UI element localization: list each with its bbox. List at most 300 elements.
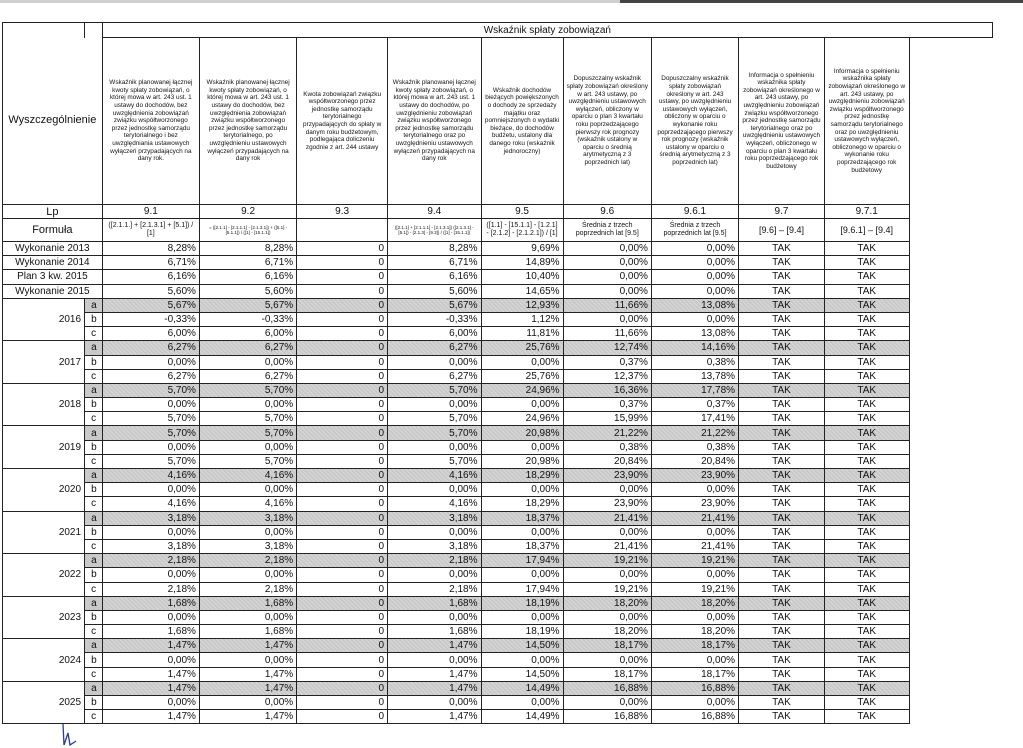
- year-label: 2017: [3, 341, 85, 384]
- variant-label: c: [85, 327, 103, 341]
- value-cell: TAK: [739, 454, 825, 468]
- value-cell: 0: [297, 398, 388, 412]
- value-cell: 19,21%: [563, 582, 651, 596]
- value-cell: 0,00%: [481, 440, 563, 454]
- value-cell: 0,00%: [481, 610, 563, 624]
- value-cell: 20,84%: [651, 454, 738, 468]
- table-row: [3, 596, 993, 610]
- table-row: [3, 554, 993, 568]
- value-cell: 0,00%: [388, 355, 481, 369]
- value-cell: 16,88%: [651, 710, 738, 724]
- value-cell: 0,00%: [563, 483, 651, 497]
- value-cell: 0: [297, 667, 388, 681]
- value-cell: TAK: [739, 270, 825, 284]
- row-header-label: Wyszczególnienie: [3, 38, 103, 205]
- value-cell: 0: [297, 242, 388, 256]
- value-cell: 6,71%: [102, 256, 199, 270]
- value-cell: 0: [297, 440, 388, 454]
- formula-label: Formuła: [3, 219, 103, 242]
- value-cell: 0,00%: [651, 483, 738, 497]
- value-cell: 18,17%: [651, 667, 738, 681]
- value-cell: TAK: [739, 412, 825, 426]
- year-label: 2020: [3, 469, 85, 512]
- value-cell: 0,00%: [102, 696, 199, 710]
- value-cell: 0,00%: [199, 398, 296, 412]
- value-cell: 0,00%: [199, 440, 296, 454]
- value-cell: 0,00%: [563, 525, 651, 539]
- value-cell: 17,94%: [481, 582, 563, 596]
- value-cell: 0: [297, 568, 388, 582]
- value-cell: 0,00%: [102, 568, 199, 582]
- value-cell: 0,00%: [481, 398, 563, 412]
- value-cell: 12,37%: [563, 369, 651, 383]
- value-cell: 16,88%: [651, 681, 738, 695]
- value-cell: 18,19%: [481, 625, 563, 639]
- value-cell: TAK: [739, 696, 825, 710]
- value-cell: 0,00%: [199, 568, 296, 582]
- value-cell: 0: [297, 696, 388, 710]
- value-cell: 11,81%: [481, 327, 563, 341]
- value-cell: 0,37%: [563, 398, 651, 412]
- value-cell: TAK: [739, 497, 825, 511]
- value-cell: 25,76%: [481, 341, 563, 355]
- lp-cell-7: 9.6.1: [651, 205, 738, 219]
- value-cell: TAK: [824, 639, 909, 653]
- value-cell: 6,71%: [199, 256, 296, 270]
- value-cell: 1,47%: [199, 639, 296, 653]
- value-cell: 21,22%: [563, 426, 651, 440]
- value-cell: TAK: [824, 696, 909, 710]
- value-cell: TAK: [824, 610, 909, 624]
- value-cell: 1,47%: [102, 710, 199, 724]
- table-row: [3, 582, 993, 596]
- value-cell: 0: [297, 454, 388, 468]
- value-cell: 21,41%: [651, 511, 738, 525]
- value-cell: 0: [297, 412, 388, 426]
- value-cell: 4,16%: [199, 469, 296, 483]
- value-cell: TAK: [824, 327, 909, 341]
- value-cell: 0,00%: [388, 525, 481, 539]
- summary-row-label: Plan 3 kw. 2015: [3, 270, 103, 284]
- table-row: [3, 469, 993, 483]
- column-header-2: Wskaźnik planowanej łącznej kwoty spłaty zobowiązań, o której mowa w art. 243 ust. 1 ustawy do dochodów, bez uwzględnienia zobowiązań związku współtworzonego przez jednostkę samorządu terytorialnego, po uwzględnieniu ustawowych wyłączeń przypadających na dany rok: [199, 38, 296, 205]
- value-cell: 0,00%: [199, 610, 296, 624]
- value-cell: 18,20%: [563, 625, 651, 639]
- value-cell: TAK: [824, 454, 909, 468]
- lp-label: Lp: [3, 205, 103, 219]
- value-cell: 0,38%: [563, 440, 651, 454]
- value-cell: TAK: [739, 426, 825, 440]
- value-cell: 0: [297, 270, 388, 284]
- column-header-9: Informacja o spełnieniu wskaźnika spłaty zobowiązań określonego w art. 243 ustawy, po uwzględnieniu zobowiązań związku współtworzonego przez jednostkę samorządu terytorialnego oraz po uwzględnieniu ustawowych wyłączeń, obliczonego w oparciu o wykonanie roku poprzedzającego rok budżetowy: [824, 38, 909, 205]
- value-cell: 1,68%: [388, 596, 481, 610]
- value-cell: TAK: [739, 681, 825, 695]
- variant-label: b: [85, 312, 103, 326]
- value-cell: 0,00%: [388, 610, 481, 624]
- value-cell: TAK: [739, 610, 825, 624]
- value-cell: 0,00%: [102, 440, 199, 454]
- value-cell: 16,88%: [563, 681, 651, 695]
- value-cell: TAK: [739, 639, 825, 653]
- value-cell: 2,18%: [199, 582, 296, 596]
- value-cell: 0,38%: [651, 355, 738, 369]
- value-cell: TAK: [739, 667, 825, 681]
- value-cell: 0,00%: [102, 483, 199, 497]
- value-cell: 18,29%: [481, 469, 563, 483]
- value-cell: 18,17%: [563, 639, 651, 653]
- table-row: [3, 383, 993, 397]
- year-label: 2024: [3, 639, 85, 682]
- value-cell: -0,33%: [199, 312, 296, 326]
- value-cell: 3,18%: [199, 511, 296, 525]
- value-cell: 0,00%: [388, 483, 481, 497]
- variant-label: b: [85, 440, 103, 454]
- value-cell: 5,70%: [199, 426, 296, 440]
- value-cell: 18,37%: [481, 539, 563, 553]
- variant-label: a: [85, 341, 103, 355]
- value-cell: 0: [297, 426, 388, 440]
- value-cell: 0: [297, 653, 388, 667]
- value-cell: 6,71%: [388, 256, 481, 270]
- value-cell: 0,00%: [388, 568, 481, 582]
- value-cell: 15,99%: [563, 412, 651, 426]
- value-cell: 5,70%: [102, 383, 199, 397]
- value-cell: 5,70%: [199, 383, 296, 397]
- value-cell: 18,20%: [651, 596, 738, 610]
- variant-label: c: [85, 539, 103, 553]
- value-cell: 1,47%: [388, 667, 481, 681]
- value-cell: 0,00%: [563, 568, 651, 582]
- value-cell: 0,00%: [481, 355, 563, 369]
- value-cell: TAK: [824, 398, 909, 412]
- value-cell: 0,00%: [563, 270, 651, 284]
- value-cell: 3,18%: [102, 539, 199, 553]
- table-row: [3, 454, 993, 468]
- formula-cell-9: [9.6.1] – [9.4]: [824, 219, 909, 242]
- summary-row: [3, 270, 993, 284]
- table-row: [3, 298, 993, 312]
- value-cell: 23,90%: [651, 469, 738, 483]
- handwritten-mark-icon: [60, 723, 78, 747]
- value-cell: 4,16%: [388, 469, 481, 483]
- value-cell: 0,00%: [102, 398, 199, 412]
- value-cell: 4,16%: [102, 469, 199, 483]
- value-cell: 0: [297, 681, 388, 695]
- table-row: [3, 625, 993, 639]
- value-cell: TAK: [824, 497, 909, 511]
- value-cell: 1,68%: [199, 625, 296, 639]
- value-cell: 0: [297, 256, 388, 270]
- table-row: [3, 369, 993, 383]
- year-label: 2016: [3, 298, 85, 341]
- value-cell: 18,20%: [651, 625, 738, 639]
- formula-cell-6: Średnia z trzech poprzednich lat [9.5]: [563, 219, 651, 242]
- value-cell: 0: [297, 554, 388, 568]
- value-cell: TAK: [739, 327, 825, 341]
- value-cell: 1,47%: [102, 681, 199, 695]
- value-cell: TAK: [824, 539, 909, 553]
- value-cell: 23,90%: [651, 497, 738, 511]
- value-cell: 18,19%: [481, 596, 563, 610]
- column-header-7: Dopuszczalny wskaźnik spłaty zobowiązań określony w art. 243 ustawy, po uwzględnieniu ustawowych wyłączeń, obliczony w oparciu o wykonanie roku poprzedzającego pierwszy rok prognozy (wskaźnik ustalony w oparciu o średnią arytmetyczną z 3 poprzednich lat): [651, 38, 738, 205]
- value-cell: TAK: [739, 355, 825, 369]
- value-cell: 14,49%: [481, 681, 563, 695]
- value-cell: 0,00%: [388, 696, 481, 710]
- lp-cell-8: 9.7: [739, 205, 825, 219]
- value-cell: 1,47%: [388, 681, 481, 695]
- value-cell: TAK: [739, 383, 825, 397]
- value-cell: 12,93%: [481, 298, 563, 312]
- variant-label: a: [85, 298, 103, 312]
- table-row: [3, 696, 993, 710]
- scan-top-edge-dark: [620, 0, 1023, 3]
- variant-label: b: [85, 610, 103, 624]
- value-cell: 17,94%: [481, 554, 563, 568]
- value-cell: 0,37%: [563, 355, 651, 369]
- variant-label: a: [85, 511, 103, 525]
- table-row: [3, 667, 993, 681]
- variant-label: b: [85, 355, 103, 369]
- variant-label: c: [85, 412, 103, 426]
- value-cell: 23,90%: [563, 497, 651, 511]
- value-cell: 5,70%: [388, 426, 481, 440]
- value-cell: 1,47%: [388, 710, 481, 724]
- value-cell: TAK: [824, 469, 909, 483]
- value-cell: TAK: [824, 369, 909, 383]
- value-cell: 1,68%: [102, 625, 199, 639]
- table-row: [3, 610, 993, 624]
- value-cell: TAK: [824, 312, 909, 326]
- value-cell: 5,60%: [388, 284, 481, 298]
- value-cell: 0: [297, 539, 388, 553]
- value-cell: 0: [297, 369, 388, 383]
- table-row: [3, 483, 993, 497]
- value-cell: TAK: [739, 312, 825, 326]
- value-cell: TAK: [739, 298, 825, 312]
- value-cell: TAK: [739, 539, 825, 553]
- value-cell: 0,00%: [199, 653, 296, 667]
- value-cell: 0: [297, 497, 388, 511]
- value-cell: 11,66%: [563, 327, 651, 341]
- value-cell: 19,21%: [651, 582, 738, 596]
- lp-cell-9: 9.7.1: [824, 205, 909, 219]
- table-row: [3, 497, 993, 511]
- value-cell: 6,27%: [388, 369, 481, 383]
- year-label: 2023: [3, 596, 85, 639]
- value-cell: TAK: [824, 483, 909, 497]
- value-cell: TAK: [739, 710, 825, 724]
- table-row: [3, 355, 993, 369]
- value-cell: 1,47%: [102, 639, 199, 653]
- table-title: Wskaźnik spłaty zobowiązań: [102, 23, 992, 38]
- value-cell: 1,68%: [199, 596, 296, 610]
- value-cell: 19,21%: [563, 554, 651, 568]
- value-cell: 0: [297, 483, 388, 497]
- value-cell: 24,96%: [481, 383, 563, 397]
- value-cell: TAK: [824, 511, 909, 525]
- table-row: [3, 525, 993, 539]
- value-cell: 0,00%: [651, 312, 738, 326]
- value-cell: TAK: [824, 242, 909, 256]
- table-row: [3, 511, 993, 525]
- table-row: [3, 398, 993, 412]
- table-row: [3, 568, 993, 582]
- value-cell: 18,20%: [563, 596, 651, 610]
- value-cell: 0,00%: [388, 398, 481, 412]
- variant-label: b: [85, 398, 103, 412]
- value-cell: 14,49%: [481, 710, 563, 724]
- value-cell: TAK: [824, 568, 909, 582]
- formula-cell-8: [9.6] – [9.4]: [739, 219, 825, 242]
- value-cell: 0,00%: [388, 653, 481, 667]
- value-cell: 19,21%: [651, 554, 738, 568]
- value-cell: TAK: [739, 596, 825, 610]
- value-cell: 1,47%: [199, 681, 296, 695]
- value-cell: TAK: [739, 284, 825, 298]
- value-cell: TAK: [739, 525, 825, 539]
- column-header-4: Wskaźnik planowanej łącznej kwoty spłaty zobowiązań, o której mowa w art. 243 ust. 1 ustawy do dochodów, po uwzględnieniu zobowiązań związku współtworzonego przez jednostkę samorządu terytorialnego oraz po uwzględnieniu ustawowych wyłączeń przypadających na dany rok: [388, 38, 481, 205]
- variant-label: a: [85, 639, 103, 653]
- value-cell: 6,00%: [199, 327, 296, 341]
- summary-row: [3, 256, 993, 270]
- value-cell: 0: [297, 312, 388, 326]
- table-row: [3, 327, 993, 341]
- value-cell: 13,08%: [651, 327, 738, 341]
- value-cell: 9,69%: [481, 242, 563, 256]
- value-cell: 0: [297, 525, 388, 539]
- lp-cell-4: 9.4: [388, 205, 481, 219]
- value-cell: 5,60%: [102, 284, 199, 298]
- value-cell: 18,17%: [563, 667, 651, 681]
- value-cell: 6,16%: [102, 270, 199, 284]
- value-cell: 1,47%: [388, 639, 481, 653]
- value-cell: 0,00%: [563, 653, 651, 667]
- formula-cell-4: ([2.1.1] + [2.1.1.1] - [2.1.3.1]) ([2.1.3.1] - [5.1]) - [2.1.3] - [9.3]) / ([1] - [15.1.1]): [388, 219, 481, 242]
- value-cell: TAK: [739, 398, 825, 412]
- value-cell: TAK: [824, 710, 909, 724]
- value-cell: 0,00%: [388, 440, 481, 454]
- year-label: 2025: [3, 681, 85, 724]
- value-cell: 5,67%: [199, 298, 296, 312]
- value-cell: TAK: [824, 426, 909, 440]
- value-cell: 24,96%: [481, 412, 563, 426]
- value-cell: 0,00%: [481, 653, 563, 667]
- value-cell: TAK: [739, 256, 825, 270]
- value-cell: 5,60%: [199, 284, 296, 298]
- value-cell: 5,70%: [199, 454, 296, 468]
- value-cell: TAK: [824, 625, 909, 639]
- value-cell: 0: [297, 710, 388, 724]
- value-cell: 0,00%: [563, 610, 651, 624]
- column-header-5: Wskaźnik dochodów bieżących powiększonych o dochody ze sprzedaży majątku oraz pomniejszonych o wydatki bieżące, do dochodów budżetu, ustalony dla danego roku (wskaźnik jednoroczny): [481, 38, 563, 205]
- variant-label: b: [85, 568, 103, 582]
- value-cell: TAK: [824, 355, 909, 369]
- variant-label: b: [85, 696, 103, 710]
- value-cell: 1,68%: [102, 596, 199, 610]
- value-cell: TAK: [824, 383, 909, 397]
- year-label: 2018: [3, 383, 85, 426]
- variant-label: a: [85, 469, 103, 483]
- value-cell: TAK: [739, 440, 825, 454]
- debt-repayment-table: [2, 22, 993, 724]
- value-cell: 2,18%: [102, 554, 199, 568]
- value-cell: 6,16%: [388, 270, 481, 284]
- value-cell: 5,70%: [388, 412, 481, 426]
- value-cell: 3,18%: [388, 539, 481, 553]
- value-cell: 5,70%: [388, 383, 481, 397]
- value-cell: 8,28%: [102, 242, 199, 256]
- value-cell: 0: [297, 596, 388, 610]
- table-row: [3, 341, 993, 355]
- value-cell: 6,27%: [102, 369, 199, 383]
- value-cell: 6,00%: [388, 327, 481, 341]
- value-cell: TAK: [739, 242, 825, 256]
- variant-label: c: [85, 497, 103, 511]
- table-row: [3, 539, 993, 553]
- summary-row-label: Wykonanie 2014: [3, 256, 103, 270]
- value-cell: 0,00%: [651, 568, 738, 582]
- variant-label: c: [85, 582, 103, 596]
- value-cell: 8,28%: [199, 242, 296, 256]
- table-row: [3, 412, 993, 426]
- value-cell: 2,18%: [102, 582, 199, 596]
- value-cell: 3,18%: [199, 539, 296, 553]
- variant-label: c: [85, 369, 103, 383]
- value-cell: 0,00%: [481, 568, 563, 582]
- value-cell: 0,00%: [481, 525, 563, 539]
- value-cell: 0,00%: [651, 284, 738, 298]
- variant-label: b: [85, 653, 103, 667]
- formula-cell-7: Średnia z trzech poprzednich lat [9.5]: [651, 219, 738, 242]
- value-cell: 0,00%: [481, 483, 563, 497]
- value-cell: 0: [297, 327, 388, 341]
- value-cell: 4,16%: [388, 497, 481, 511]
- lp-cell-5: 9.5: [481, 205, 563, 219]
- value-cell: 14,65%: [481, 284, 563, 298]
- variant-label: a: [85, 554, 103, 568]
- table-row: [3, 681, 993, 695]
- value-cell: TAK: [824, 681, 909, 695]
- column-header-1: Wskaźnik planowanej łącznej kwoty spłaty zobowiązań, o której mowa w art. 243 ust. 1 ustawy do dochodów, bez uwzględnienia zobowiązań związku współtworzonego przez jednostkę samorządu terytorialnego i bez uwzględniania ustawowych wyłączeń przypadających na dany rok.: [102, 38, 199, 205]
- value-cell: 0,00%: [563, 696, 651, 710]
- blank-corner: [3, 23, 85, 38]
- value-cell: 6,27%: [199, 369, 296, 383]
- value-cell: 0: [297, 625, 388, 639]
- value-cell: 4,16%: [199, 497, 296, 511]
- value-cell: TAK: [824, 256, 909, 270]
- value-cell: 12,74%: [563, 341, 651, 355]
- value-cell: 5,70%: [102, 412, 199, 426]
- value-cell: 20,98%: [481, 454, 563, 468]
- value-cell: 21,22%: [651, 426, 738, 440]
- value-cell: TAK: [824, 596, 909, 610]
- value-cell: 16,88%: [563, 710, 651, 724]
- value-cell: 25,76%: [481, 369, 563, 383]
- value-cell: TAK: [739, 554, 825, 568]
- summary-row: [3, 242, 993, 256]
- value-cell: 6,16%: [199, 270, 296, 284]
- value-cell: 0,00%: [102, 610, 199, 624]
- value-cell: TAK: [824, 412, 909, 426]
- value-cell: 21,41%: [563, 539, 651, 553]
- value-cell: 10,40%: [481, 270, 563, 284]
- value-cell: 0: [297, 511, 388, 525]
- value-cell: 0,00%: [563, 242, 651, 256]
- value-cell: 6,27%: [199, 341, 296, 355]
- value-cell: 21,41%: [651, 539, 738, 553]
- value-cell: 0,00%: [651, 525, 738, 539]
- variant-label: c: [85, 667, 103, 681]
